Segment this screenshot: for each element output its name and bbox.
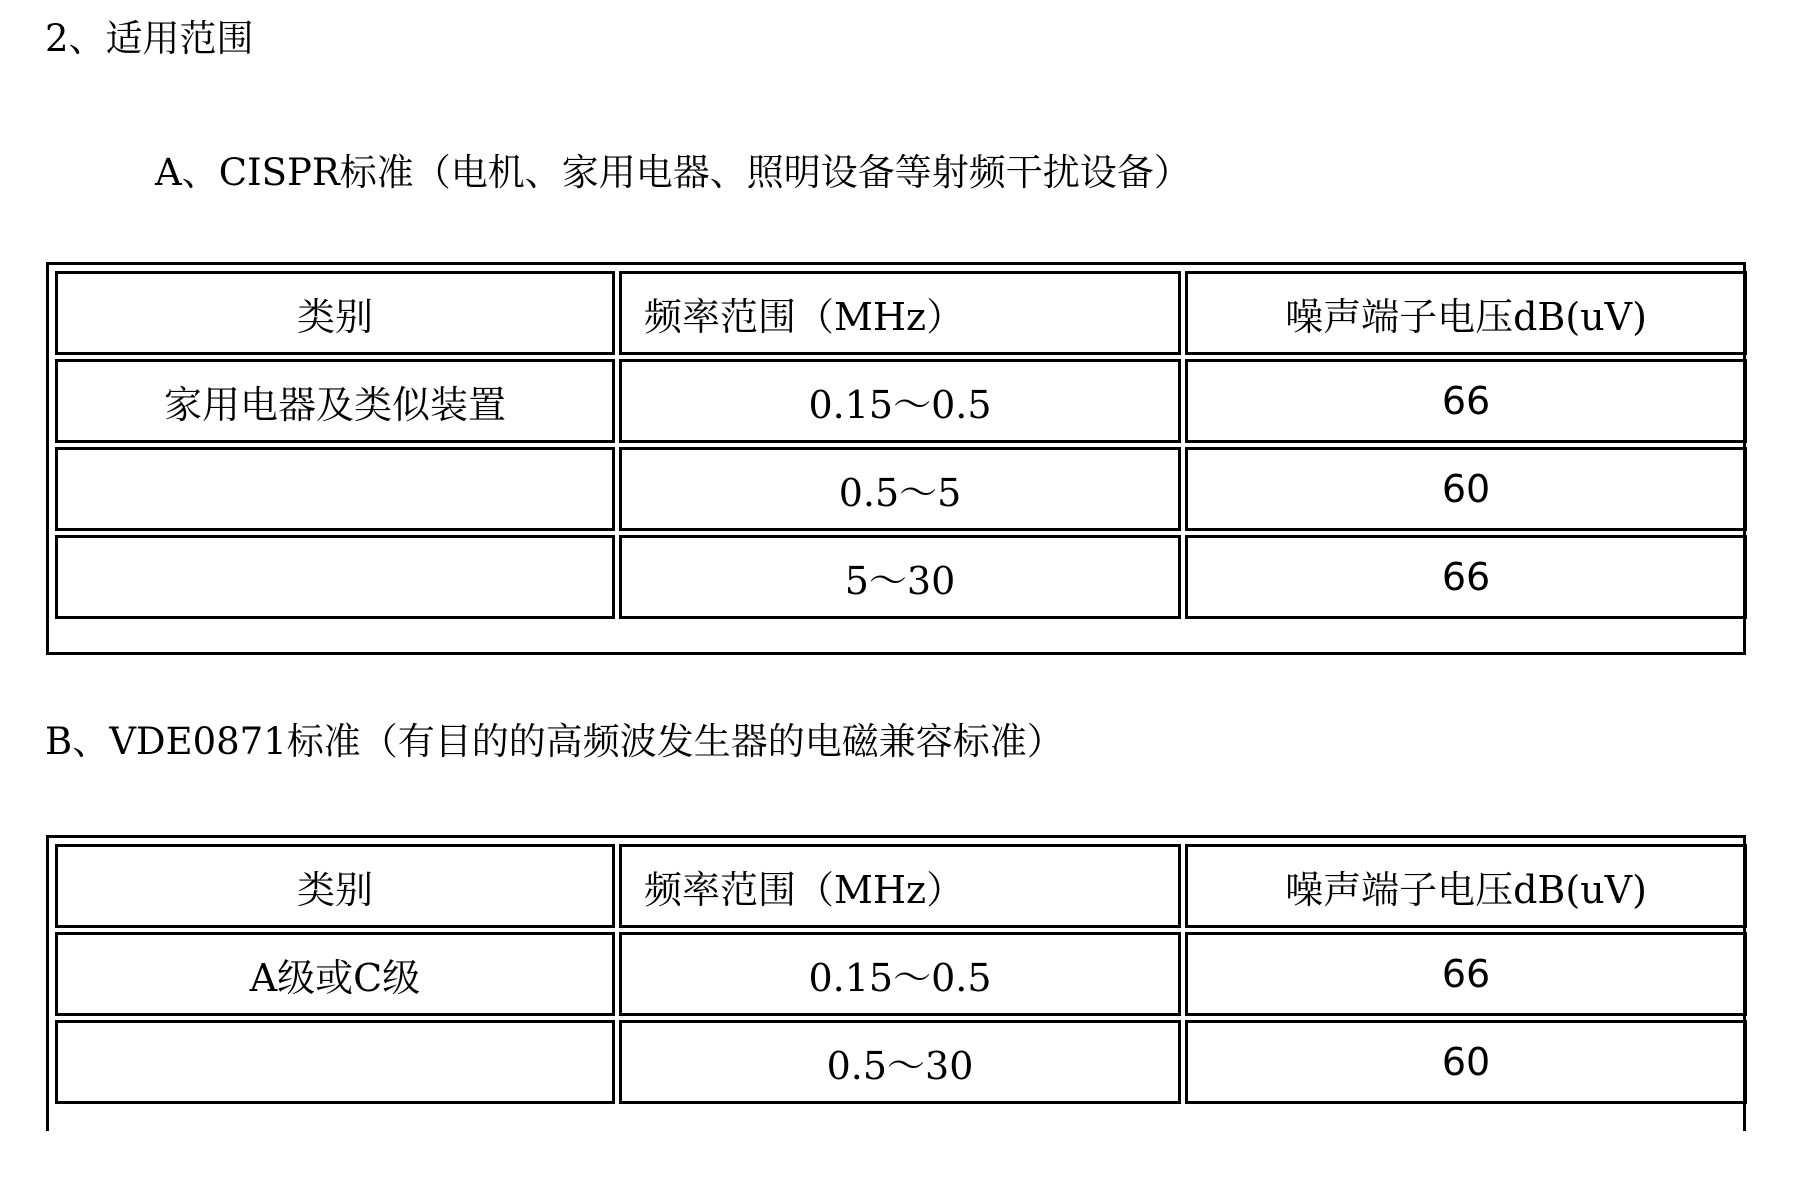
vde-table — [51, 840, 1751, 1108]
cell-frequency: 0.15～0.5 — [619, 932, 1181, 1016]
header-cell-category: 类别 — [55, 271, 615, 355]
table-row — [55, 535, 1747, 619]
header-cell-category: 类别 — [55, 844, 615, 928]
cell-category: A级或C级 — [55, 932, 615, 1016]
header-cell-frequency: 频率范围（MHz） — [619, 271, 1181, 355]
table-row — [55, 359, 1747, 443]
subheading-cispr-standard: A、CISPR标准（电机、家用电器、照明设备等射频干扰设备） — [155, 151, 1191, 194]
subheading-vde-standard: B、VDE0871标准（有目的的高频波发生器的电磁兼容标准） — [45, 720, 1064, 763]
section-heading-scope: 2、适用范围 — [45, 17, 254, 60]
table-row — [55, 1020, 1747, 1104]
header-cell-noise-voltage: 噪声端子电压dB(uV) — [1185, 844, 1747, 928]
cell-category — [55, 447, 615, 531]
cell-category — [55, 1020, 615, 1104]
cispr-table — [51, 267, 1751, 623]
cell-category: 家用电器及类似装置 — [55, 359, 615, 443]
cell-noise-voltage: 66 — [1185, 535, 1747, 619]
cell-category — [55, 535, 615, 619]
table-header-row — [55, 844, 1747, 928]
cell-noise-voltage: 60 — [1185, 1020, 1747, 1104]
cell-frequency: 5～30 — [619, 535, 1181, 619]
cell-frequency: 0.5～5 — [619, 447, 1181, 531]
table-row — [55, 447, 1747, 531]
vde-table-frame — [46, 835, 1746, 1131]
cell-noise-voltage: 66 — [1185, 359, 1747, 443]
header-cell-frequency: 频率范围（MHz） — [619, 844, 1181, 928]
cell-noise-voltage: 60 — [1185, 447, 1747, 531]
table-header-row — [55, 271, 1747, 355]
cispr-table-frame — [46, 262, 1746, 655]
cell-noise-voltage: 66 — [1185, 932, 1747, 1016]
cell-frequency: 0.5～30 — [619, 1020, 1181, 1104]
header-cell-noise-voltage: 噪声端子电压dB(uV) — [1185, 271, 1747, 355]
table-row — [55, 932, 1747, 1016]
cell-frequency: 0.15～0.5 — [619, 359, 1181, 443]
